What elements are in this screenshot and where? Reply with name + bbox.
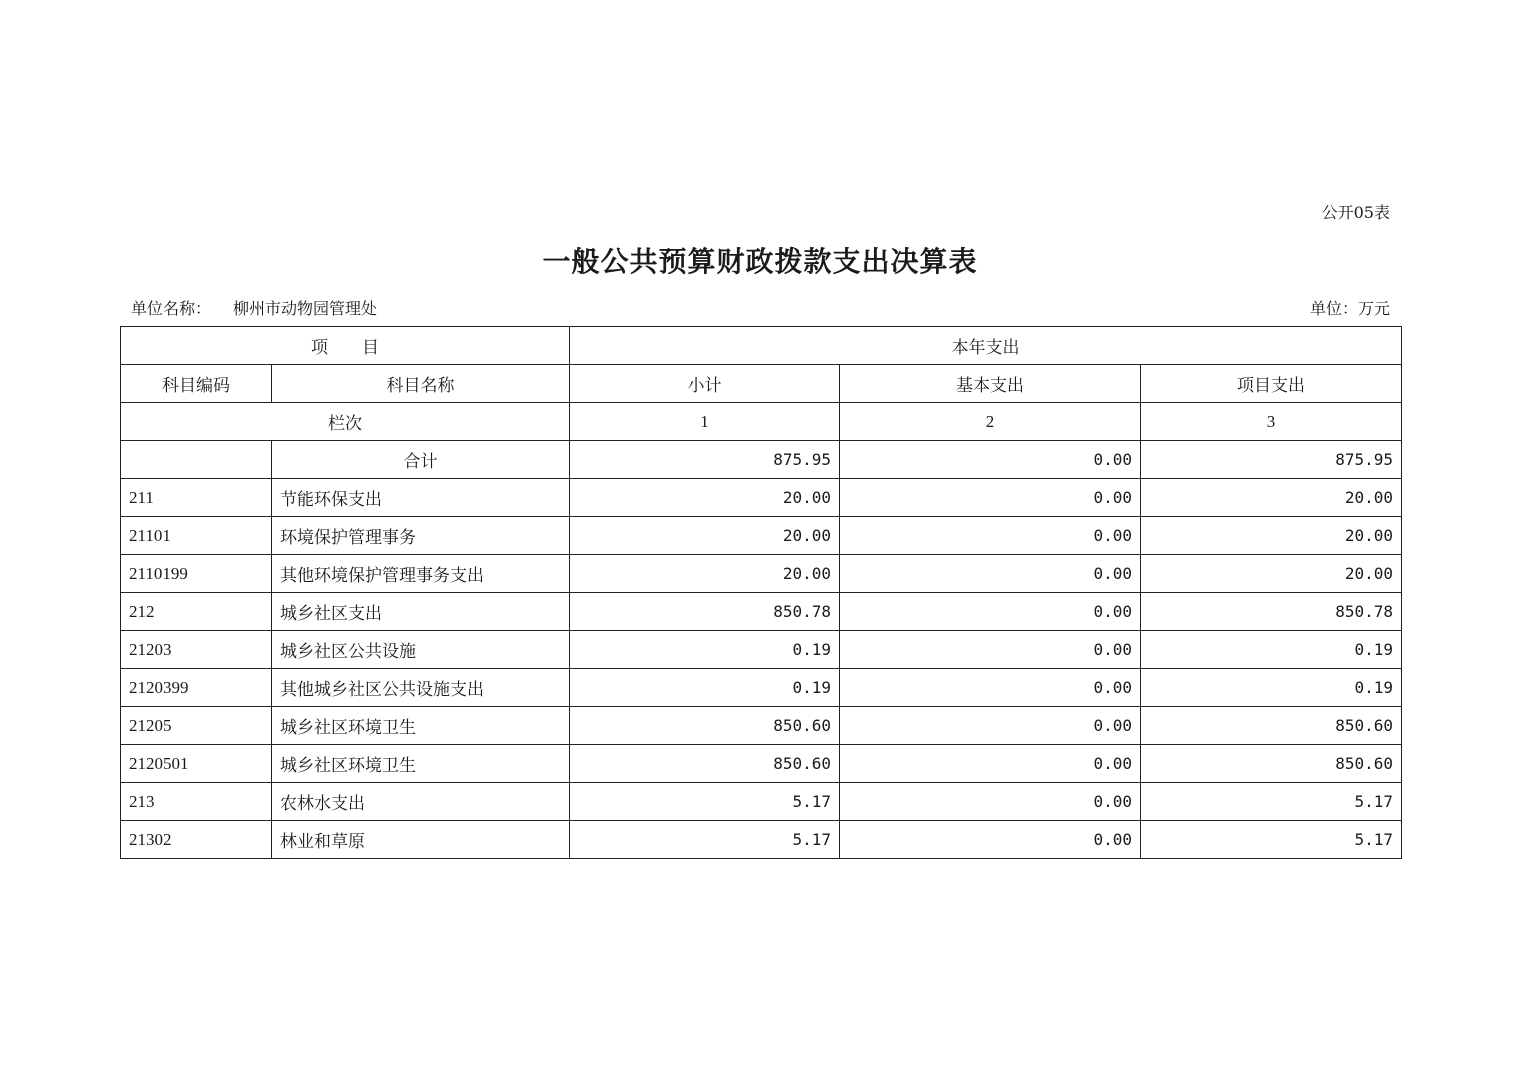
row-basic: 0.00 (840, 745, 1141, 783)
header-basic: 基本支出 (840, 365, 1141, 403)
table-row (121, 707, 1402, 745)
table-row (121, 631, 1402, 669)
unit-name-label: 单位名称： (131, 299, 212, 318)
header-row-3 (121, 403, 1402, 441)
row-project-exp: 850.60 (1141, 745, 1402, 783)
total-row (121, 441, 1402, 479)
row-name: 其他城乡社区公共设施支出 (272, 669, 570, 707)
row-subtotal: 5.17 (570, 821, 840, 859)
row-code: 21203 (121, 631, 272, 669)
row-project-exp: 20.00 (1141, 555, 1402, 593)
header-current-year: 本年支出 (570, 327, 1402, 365)
row-name: 城乡社区支出 (272, 593, 570, 631)
row-subtotal: 850.78 (570, 593, 840, 631)
row-basic: 0.00 (840, 783, 1141, 821)
row-project-exp: 5.17 (1141, 783, 1402, 821)
row-basic: 0.00 (840, 479, 1141, 517)
page-title: 一般公共预算财政拨款支出决算表 (542, 245, 978, 278)
row-subtotal: 850.60 (570, 745, 840, 783)
row-code: 21101 (121, 517, 272, 555)
money-unit: 单位：万元 (1309, 299, 1390, 318)
header-project: 项 目 (121, 327, 570, 365)
table-row (121, 821, 1402, 859)
row-subtotal: 850.60 (570, 707, 840, 745)
total-label: 合计 (272, 441, 570, 479)
row-subtotal: 0.19 (570, 669, 840, 707)
total-subtotal: 875.95 (570, 441, 840, 479)
table-row (121, 517, 1402, 555)
table-row (121, 783, 1402, 821)
table-row (121, 593, 1402, 631)
row-code: 211 (121, 479, 272, 517)
form-number: 公开05表 (1321, 203, 1390, 222)
unit-name-value: 柳州市动物园管理处 (233, 299, 378, 318)
row-code: 2120501 (121, 745, 272, 783)
header-code: 科目编码 (121, 365, 272, 403)
row-project-exp: 20.00 (1141, 479, 1402, 517)
row-code: 212 (121, 593, 272, 631)
row-project-exp: 850.60 (1141, 707, 1402, 745)
row-basic: 0.00 (840, 631, 1141, 669)
row-name: 其他环境保护管理事务支出 (272, 555, 570, 593)
total-basic: 0.00 (840, 441, 1141, 479)
column-number-2: 2 (840, 403, 1141, 441)
row-name: 城乡社区环境卫生 (272, 745, 570, 783)
row-name: 节能环保支出 (272, 479, 570, 517)
row-subtotal: 20.00 (570, 517, 840, 555)
unit-name (131, 296, 377, 319)
row-basic: 0.00 (840, 593, 1141, 631)
column-number-1: 1 (570, 403, 840, 441)
row-project-exp: 20.00 (1141, 517, 1402, 555)
row-code: 21205 (121, 707, 272, 745)
table-row (121, 669, 1402, 707)
row-project-exp: 850.78 (1141, 593, 1402, 631)
total-project-exp: 875.95 (1141, 441, 1402, 479)
row-project-exp: 0.19 (1141, 631, 1402, 669)
header-project-exp: 项目支出 (1141, 365, 1402, 403)
row-name: 林业和草原 (272, 821, 570, 859)
header-name: 科目名称 (272, 365, 570, 403)
column-number-label: 栏次 (121, 403, 570, 441)
row-code: 2110199 (121, 555, 272, 593)
table-row (121, 745, 1402, 783)
row-basic: 0.00 (840, 555, 1141, 593)
expenditure-table (120, 326, 1402, 859)
header-row-2 (121, 365, 1402, 403)
row-basic: 0.00 (840, 707, 1141, 745)
column-number-3: 3 (1141, 403, 1402, 441)
table-row (121, 479, 1402, 517)
header-subtotal: 小计 (570, 365, 840, 403)
row-subtotal: 20.00 (570, 479, 840, 517)
total-code-cell (121, 441, 272, 479)
row-name: 城乡社区公共设施 (272, 631, 570, 669)
row-subtotal: 5.17 (570, 783, 840, 821)
row-subtotal: 20.00 (570, 555, 840, 593)
table-row (121, 555, 1402, 593)
row-subtotal: 0.19 (570, 631, 840, 669)
row-code: 21302 (121, 821, 272, 859)
row-basic: 0.00 (840, 517, 1141, 555)
header-row-1 (121, 327, 1402, 365)
row-basic: 0.00 (840, 669, 1141, 707)
row-name: 环境保护管理事务 (272, 517, 570, 555)
row-project-exp: 0.19 (1141, 669, 1402, 707)
row-code: 2120399 (121, 669, 272, 707)
row-code: 213 (121, 783, 272, 821)
row-basic: 0.00 (840, 821, 1141, 859)
row-name: 农林水支出 (272, 783, 570, 821)
row-name: 城乡社区环境卫生 (272, 707, 570, 745)
row-project-exp: 5.17 (1141, 821, 1402, 859)
